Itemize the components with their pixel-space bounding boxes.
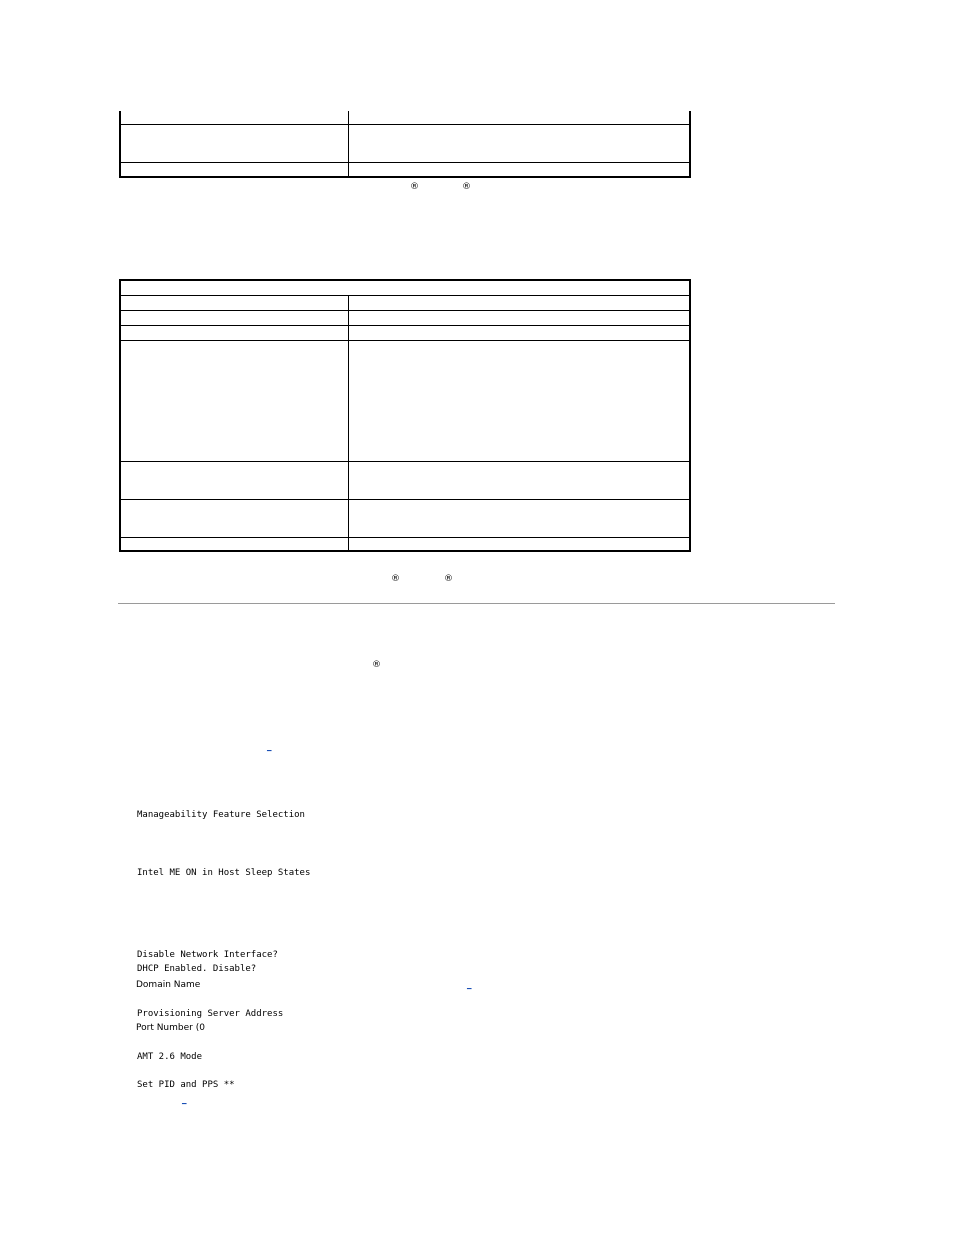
table1-cell: [120, 162, 349, 177]
setting-provisioning-server-address: Provisioning Server Address: [137, 1009, 284, 1019]
table2-cell: [120, 537, 349, 551]
registered-mark: ®: [391, 574, 400, 584]
table2-cell: [349, 499, 691, 537]
table2-cell: [349, 340, 691, 461]
registered-mark: ®: [410, 182, 419, 192]
registered-mark: ®: [372, 660, 381, 670]
table2-cell: [120, 325, 349, 340]
table2-header: [120, 280, 690, 295]
table2-cell: [120, 499, 349, 537]
table1-cell: [349, 111, 691, 124]
spec-table-2: [119, 279, 691, 552]
table1-cell: [120, 111, 349, 124]
table2-cell: [349, 325, 691, 340]
footnote-link[interactable]: _: [182, 1095, 187, 1105]
setting-disable-network-interface: Disable Network Interface?: [137, 950, 278, 960]
table2-cell: [120, 461, 349, 499]
table2-cell: [120, 295, 349, 310]
table2-cell: [120, 340, 349, 461]
setting-me-on-host-sleep: Intel ME ON in Host Sleep States: [137, 868, 311, 878]
table2-cell: [349, 295, 691, 310]
setting-domain-name: Domain Name: [136, 980, 201, 990]
footnote-link[interactable]: _: [267, 742, 272, 752]
registered-mark: ®: [444, 574, 453, 584]
setting-dhcp-enabled: DHCP Enabled. Disable?: [137, 964, 257, 974]
section-divider: [118, 603, 835, 604]
table2-cell: [349, 461, 691, 499]
registered-mark: ®: [462, 182, 471, 192]
setting-port-number: Port Number (0: [136, 1023, 205, 1033]
table2-cell: [349, 310, 691, 325]
table1-cell: [349, 162, 691, 177]
setting-manageability-feature-selection: Manageability Feature Selection: [137, 810, 305, 820]
footnote-link[interactable]: _: [467, 980, 472, 990]
table1-cell: [349, 124, 691, 162]
spec-table-1: [119, 111, 691, 178]
setting-amt-mode: AMT 2.6 Mode: [137, 1052, 203, 1062]
setting-pid-pps: Set PID and PPS **: [137, 1080, 235, 1090]
table1-cell: [120, 124, 349, 162]
table2-cell: [120, 310, 349, 325]
table2-cell: [349, 537, 691, 551]
